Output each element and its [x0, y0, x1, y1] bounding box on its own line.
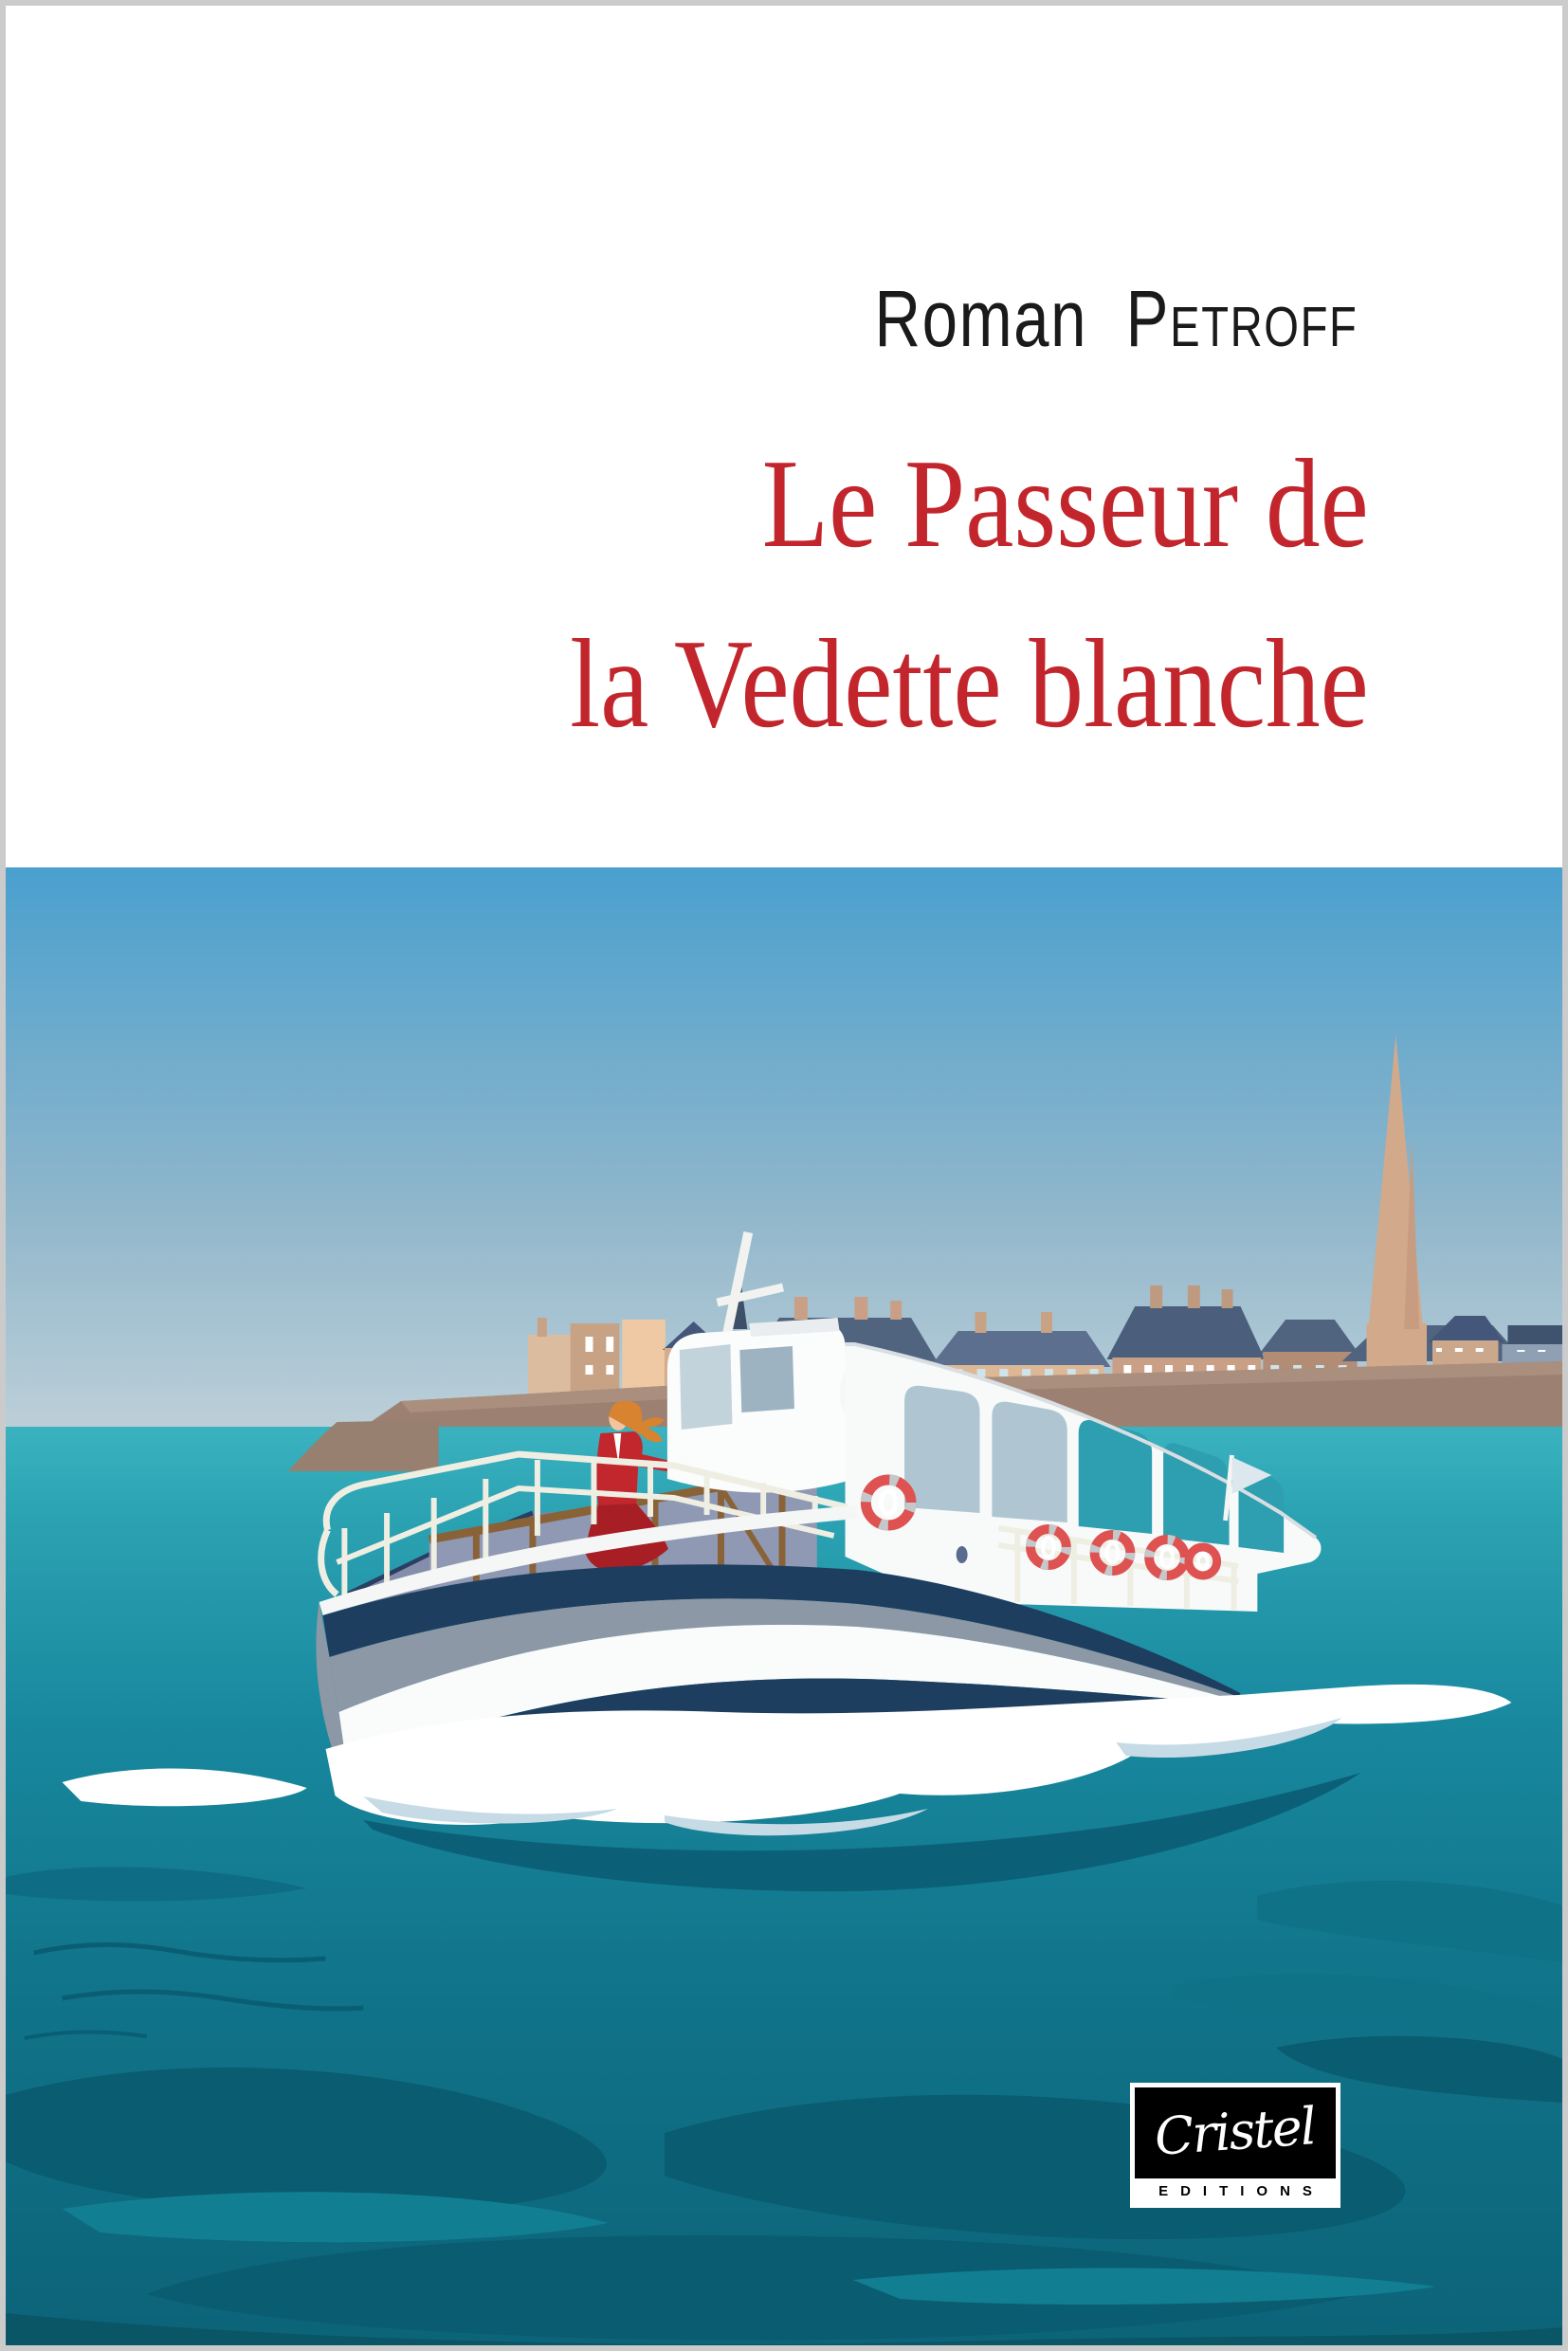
author-last-name: Petroff — [1125, 274, 1358, 363]
publisher-name: Cristel — [1153, 2095, 1318, 2167]
author-name — [874, 273, 1358, 365]
book-title-line2: la Vedette blanche — [570, 613, 1369, 754]
publisher-label: EDITIONS — [1158, 2182, 1324, 2199]
book-title-line1: Le Passeur de — [761, 433, 1369, 574]
publisher-logo-strip — [1135, 2178, 1336, 2203]
publisher-logo-box — [1135, 2087, 1336, 2178]
wheelhouse — [667, 1318, 869, 1493]
publisher-logo — [1130, 2083, 1340, 2208]
book-title — [440, 413, 1369, 774]
author-first-name: Roman — [874, 274, 1087, 363]
